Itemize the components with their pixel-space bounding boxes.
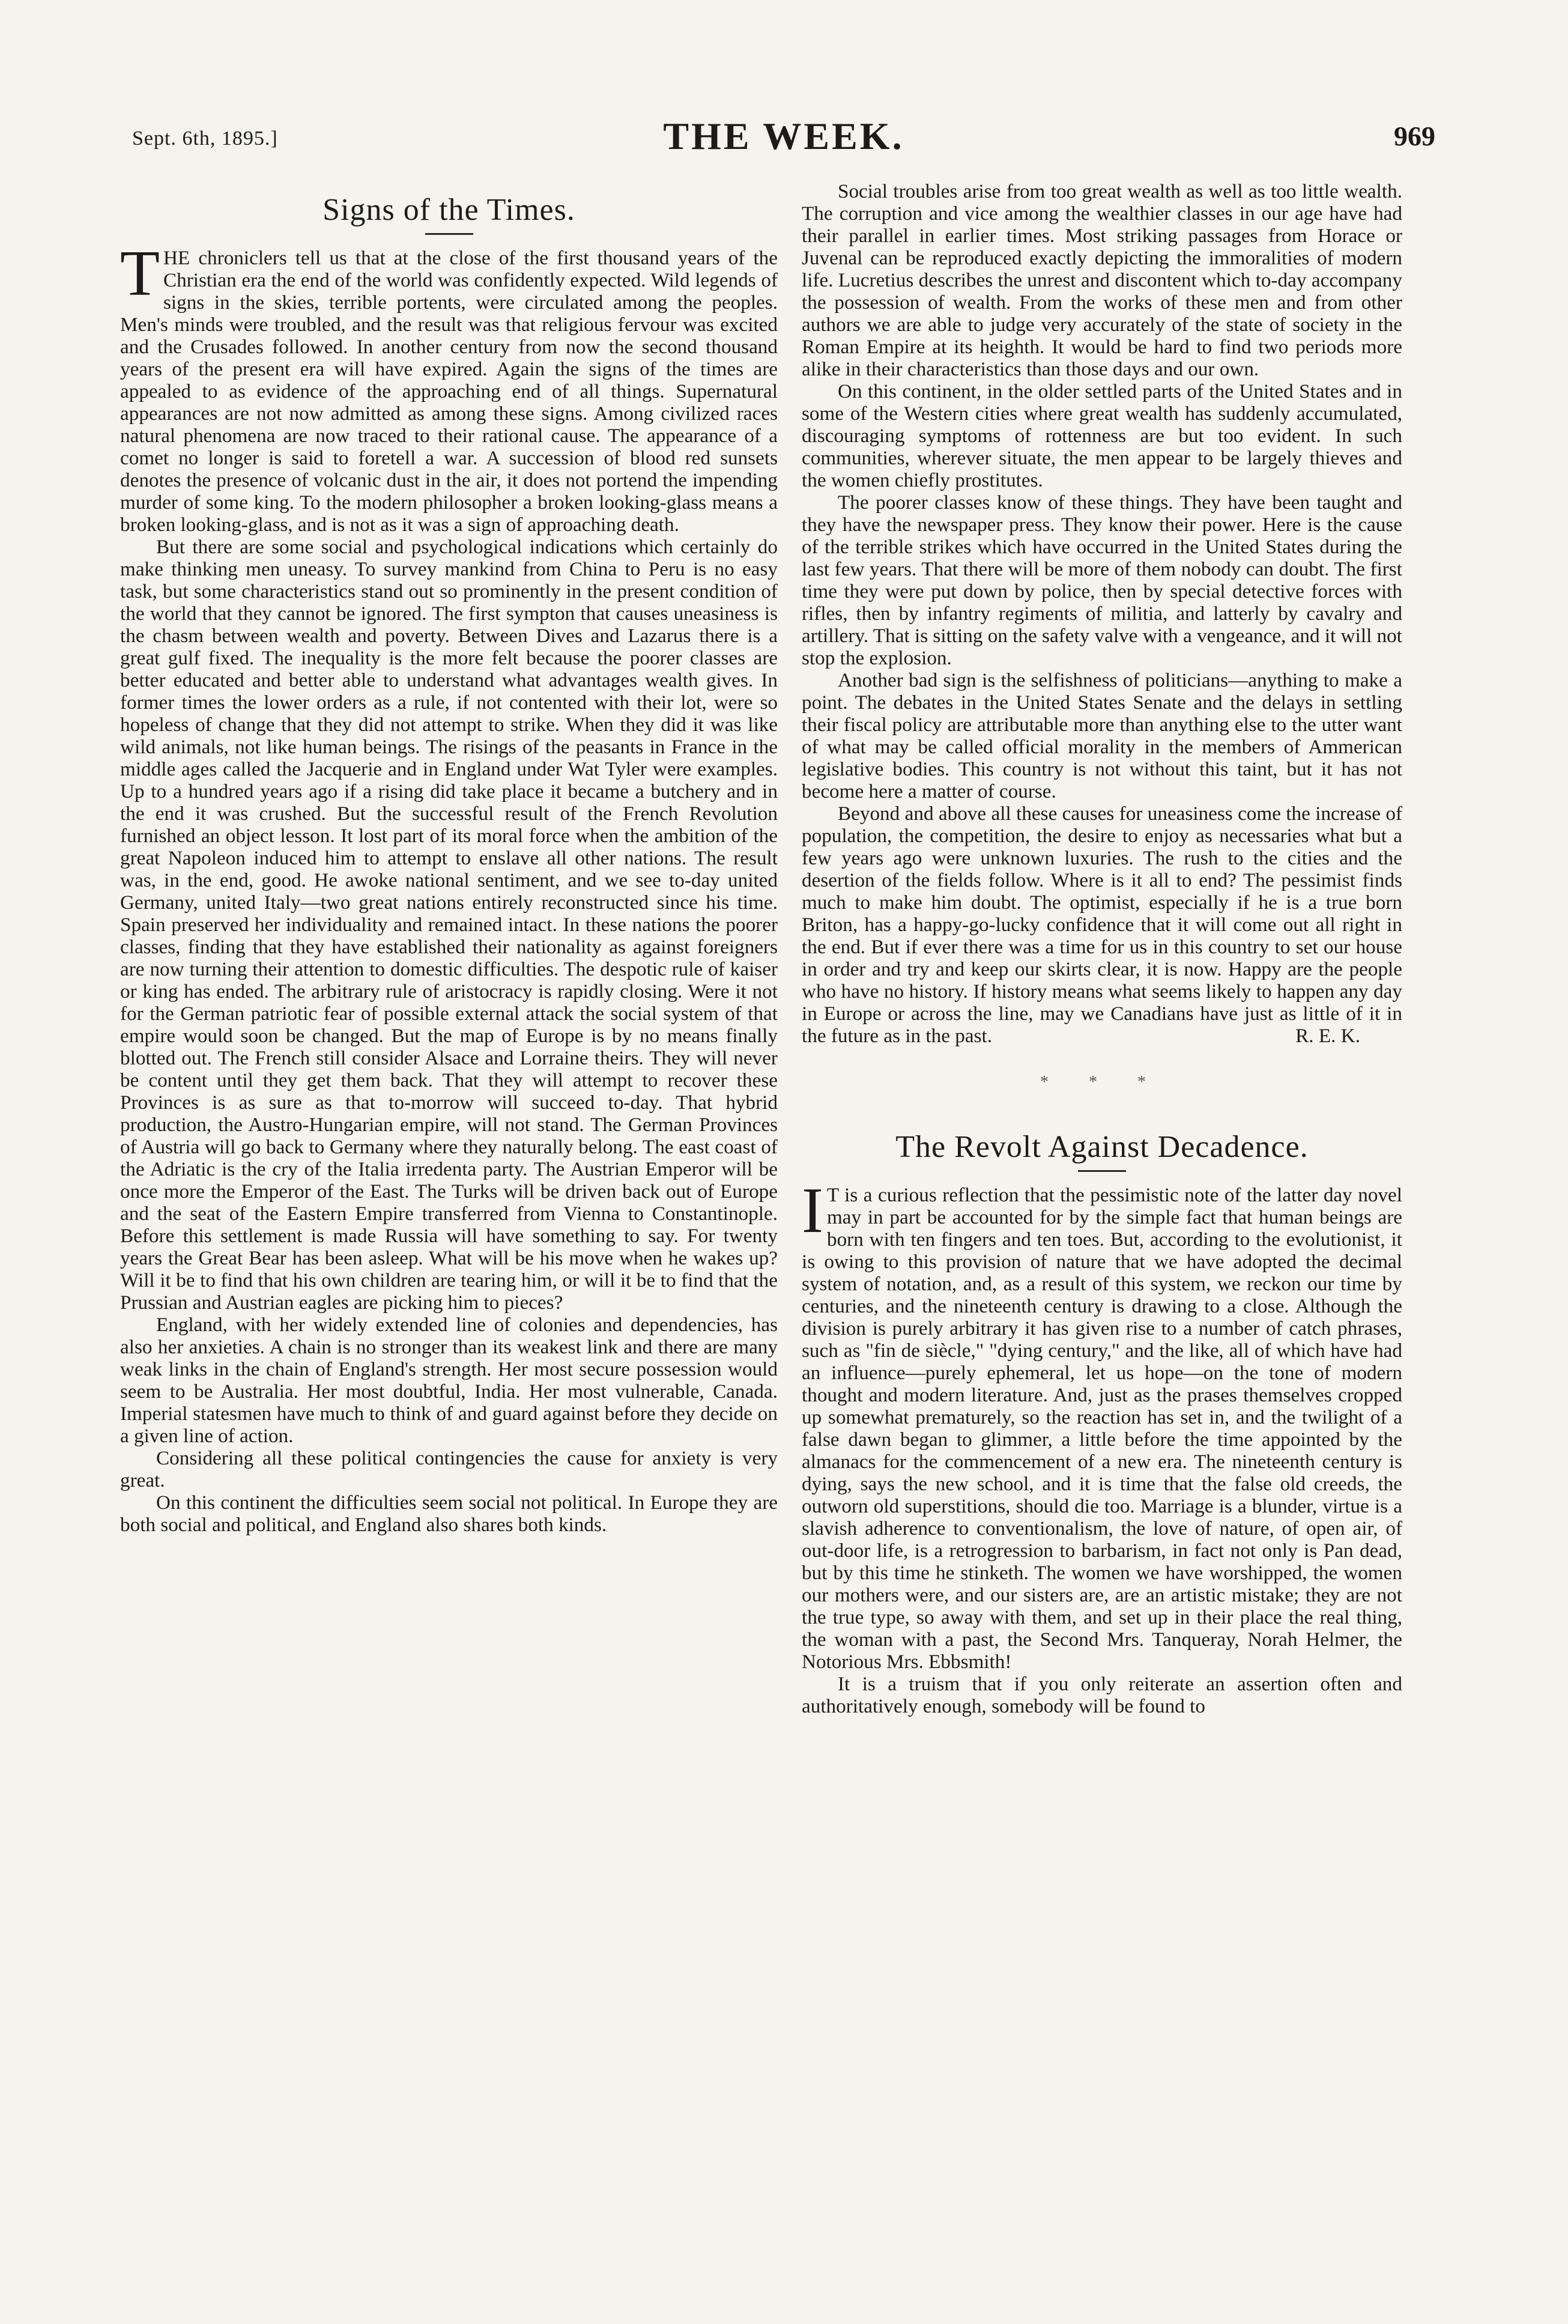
article1-paragraph: The poorer classes know of these things. They have been taught and they have the newspaper press. They know their power. Here is the cause of the terrible strikes which have occurred in the United States during the last few years. That there will be more of them nobody can doubt. The first time they were put down by police, then by special detective forces with rifles, then by infantry regiments of militia, and latterly by cavalry and artillery. That is sitting on the safety valve with a vengeance, and it will not stop the explosion. xyxy=(802,491,1402,669)
article1-paragraph: Social troubles arise from too great wealth as well as too little wealth. The corruption and vice among the wealthier classes in our age have had their parallel in earlier times. Most striking passages from Horace or Juvenal can be reproduced exactly depicting the immoralities of modern life. Lucretius describes the unrest and discontent which to-day accompany the possession of wealth. From the works of these men and from other authors we are able to judge very accurately of the state of society in the Roman Empire at its heighth. It would be hard to find two periods more alike in their characteristics than those days and our own. xyxy=(802,180,1402,380)
page-header xyxy=(126,114,1441,168)
article1-paragraph: On this continent, in the older settled parts of the United States and in some of the Western cities where great wealth has suddenly accumulated, discouraging symptoms of rottenness are but too evident. In such communities, wherever situate, the men appear to be largely thieves and the women chiefly prostitutes. xyxy=(802,380,1402,491)
section-separator: * * * xyxy=(1040,1073,1164,1091)
article1-paragraph: England, with her widely extended line of colonies and dependencies, has also her anxieties. A chain is no stronger than its weakest link and there are many weak links in the chain of England's strength. Her most secure possession would seem to be Australia. Her most doubtful, India. Her most vulnerable, Canada. Imperial statesmen have much to think of and guard against before they decide on a given line of action. xyxy=(120,1314,778,1447)
article-title-signs-of-the-times: Signs of the Times. xyxy=(322,193,575,227)
right-column xyxy=(802,180,1402,1717)
article1-paragraph: On this continent the difficulties seem social not political. In Europe they are both social and political, and England also shares both kinds. xyxy=(120,1491,778,1536)
issue-date: Sept. 6th, 1895.] xyxy=(132,127,278,150)
article1-paragraph: THE chroniclers tell us that at the close of the first thousand years of the Christian era the end of the world was confidently expected. Wild legends of signs in the skies, terrible portents, were circulated among the peoples. Men's minds were troubled, and the result was that religious fervour was excited and the Crusades followed. In another century from now the second thousand years of the present era will have expired. Again the signs of the times are appealed to as evidence of the approaching end of all things. Supernatural appearances are not now admitted as among these signs. Among civilized races natural phenomena are now traced to their rational cause. The appearance of a comet no longer is said to foretell a war. A succession of blood red sunsets denotes the presence of volcanic dust in the air, it does not portend the impending murder of some king. To the modern philosopher a broken looking-glass means a broken looking-glass, and is not as it was a sign of approaching death. xyxy=(120,238,778,536)
article-title-revolt-against-decadence: The Revolt Against Decadence. xyxy=(895,1130,1309,1164)
article2-paragraph: I T is a curious reflection that the pessimistic note of the latter day novel may in part be accounted for by the simple fact that human beings are born with ten fingers and ten toes. But, according to the evolutionist, it is owing to this provision of nature that we have adopted the decimal system of notation, and, as a result of this system, we reckon our time by centuries, and the nineteenth century is drawing to a close. Although the division is purely arbitrary it has given rise to a number of catch phrases, such as "fin de siècle," "dying century," and the like, all of which have had an influence—purely ephemeral, let us hope—on the tone of modern thought and modern literature. And, just as the prases themselves cropped up somewhat prematurely, so the reaction has set in, and the twilight of a false dawn began to glimmer, a little before the time appointed by the almanacs for the commencement of a new era. The nineteenth century is dying, says the new school, and it is time that the false old creeds, the outworn old superstitions, should die too. Marriage is a blunder, virtue is a slavish adherence to conventionalism, the love of nature, of open air, of out-door life, is a retrogression to barbarism, in fact not only is Pan dead, but by this time he stinketh. The women we have worshipped, the women our mothers were, and our sisters are, are an artistic mistake; they are not the true type, so away with them, and set up in their place the real thing, the woman with a past, the Second Mrs. Tanqueray, Norah Helmer, the Notorious Mrs. Ebbsmith! xyxy=(802,1175,1402,1673)
article1-paragraph: Considering all these political contingencies the cause for anxiety is very great. xyxy=(120,1447,778,1491)
left-column xyxy=(120,180,778,1536)
article2-paragraph: It is a truism that if you only reiterate an assertion often and authoritatively enough, somebody will be found to xyxy=(802,1673,1402,1717)
article1-paragraph: Beyond and above all these causes for uneasiness come the increase of population, the competition, the desire to enjoy as necessaries what but a few years ago were unknown luxuries. The rush to the cities and the desertion of the fields follow. Where is it all to end? The pessimist finds much to make him doubt. The optimist, especially if he is a true born Briton, has a happy-go-lucky confidence that it will come out all right in the end. But if ever there was a time for us in this country to set our house in order and try and keep our skirts clear, it is now. Happy are the people who have no history. If history means what seems likely to happen any day in Europe or across the line, may we Canadians have just as little of it in the future as in the past. xyxy=(802,802,1402,1047)
title-rule xyxy=(425,233,473,235)
masthead-title: THE WEEK. xyxy=(663,115,904,157)
title-rule xyxy=(1078,1170,1126,1172)
drop-cap: T xyxy=(120,238,160,309)
page-number: 969 xyxy=(1394,121,1435,151)
drop-cap: I xyxy=(802,1175,823,1246)
article1-paragraph: Another bad sign is the selfishness of politicians—anything to make a point. The debates in the United States Senate and the delays in settling their fiscal policy are attributable more than anything else to the utter want of what may be called official morality in the members of Ammerican legislative bodies. This country is not without this taint, but it has not become here a matter of course. xyxy=(802,669,1402,802)
article1-paragraph: But there are some social and psychological indications which certainly do make thinking men uneasy. To survey mankind from China to Peru is no easy task, but some characteristics stand out so prominently in the present condition of the world that they cannot be ignored. The first sympton that causes uneasiness is the chasm between wealth and poverty. Between Dives and Lazarus there is a great gulf fixed. The inequality is the more felt because the poorer classes are better educated and better able to understand what advantages wealth gives. In former times the lower orders as a rule, if not contented with their lot, were so hopeless of change that they did not attempt to strike. When they did it was like wild animals, not like human beings. The risings of the peasants in France in the middle ages called the Jacquerie and in England under Wat Tyler were examples. Up to a hundred years ago if a rising did take place it became a butchery and in the end it was crushed. But the successful result of the French Revolution furnished an object lesson. It lost part of its moral force when the ambition of the great Napoleon induced him to attempt to enslave all other nations. The result was, in the end, good. He awoke national sentiment, and we see to-day united Germany, united Italy—two great nations entirely reconstructed since his time. Spain preserved her individuality and remained intact. In these nations the poorer classes, finding that they have established their nationality as against foreigners are now turning their attention to domestic difficulties. The despotic rule of kaiser or king has ended. The arbitrary rule of aristocracy is rapidly closing. Were it not for the German patriotic fear of possible external attack the social system of that empire would soon be changed. But the map of Europe is by no means finally blotted out. The French still consider Alsace and Lorraine theirs. They will never be content until they get them back. That they will attempt to recover these Provinces is as sure as that to-morrow will succeed to-day. That hybrid production, the Austro-Hungarian empire, will not stand. The German Provinces of Austria will go back to Germany where they naturally belong. The east coast of the Adriatic is the cry of the Italia irredenta party. The Austrian Emperor will be once more the Emperor of the East. The Turks will be driven back out of Europe and the seat of the Eastern Empire transferred from Vienna to Constantinople. Before this settlement is made Russia will have something to say. For twenty years the Great Bear has been asleep. What will be his move when he wakes up? Will it be to find that his own children are tearing him, or will it be to find that the Prussian and Austrian eagles are picking him to pieces? xyxy=(120,536,778,1314)
author-signature: R. E. K. xyxy=(1295,1025,1360,1047)
